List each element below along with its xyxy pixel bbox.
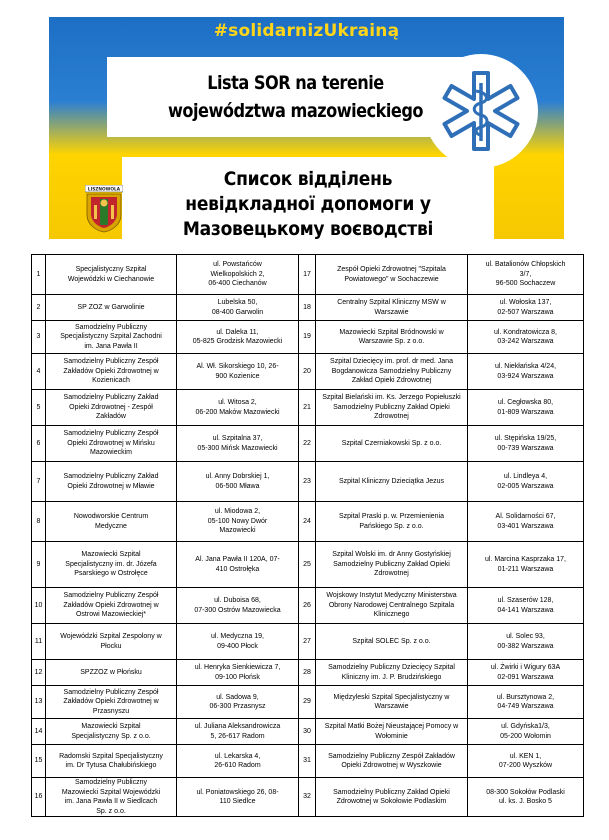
hospital-address-line: Al. Jana Pawła II 120A, 07- (195, 556, 280, 563)
hospital-number: 31 (299, 745, 316, 778)
hospital-name-cell (316, 462, 468, 502)
hospital-address-line: 96-500 Sochaczew (495, 280, 556, 288)
hospital-address-line: 04-141 Warszawa (497, 606, 554, 614)
hospital-address-cell (468, 321, 584, 354)
hospital-name-line: Ostrowi Mazowieckiej* (75, 611, 147, 619)
hospital-address-line: ul. Duboisa 68, (214, 597, 261, 604)
hospital-number: 17 (299, 255, 316, 295)
hospital-address-line: ul. Sadowa 9, (216, 693, 259, 701)
hospital-address-line: 06-500 Mława (215, 482, 260, 490)
hospital-address-cell (468, 542, 584, 588)
hospital-name-line: Samodzielny Publiczny Zespół (63, 592, 159, 600)
hospital-name-line: Samodzielny Publiczny (75, 779, 147, 786)
hospital-address-line: ul. Wołoska 137, (499, 299, 552, 306)
hospital-address-line: 09-100 Płońsk (215, 673, 260, 681)
hospital-address-line: ul. KEN 1, (509, 752, 542, 760)
hospital-number: 24 (299, 502, 316, 542)
hospital-address-line: 03-401 Warszawa (497, 522, 554, 530)
hospital-address-line: 00-739 Warszawa (497, 444, 554, 452)
hospital-name-line: Przasnyszu (92, 707, 130, 715)
hospital-address-line: ul. Szpitalna 37, (212, 435, 263, 442)
hospital-name-cell (316, 542, 468, 588)
table-row (32, 321, 584, 354)
hospital-name-line: Międzyleski Szpital Specjalistyczny w (333, 693, 450, 701)
hospital-name-line: Samodzielny Publiczny Zespół (63, 688, 159, 696)
hospital-name-cell (46, 542, 177, 588)
hospital-name-cell (46, 462, 177, 502)
hospital-name-line: Bogdanowicza Samodzielny Publiczny (331, 367, 452, 375)
hospital-number: 7 (32, 462, 46, 502)
hospital-name-line: Powiatowego" w Sochaczewie (344, 275, 439, 283)
hospital-address-line: ul. Daleka 11, (216, 328, 259, 336)
hospital-name-cell (316, 255, 468, 295)
sor-table (31, 254, 584, 817)
hospital-name-line: Szpital Kliniczny Dzieciątka Jezus (338, 477, 445, 485)
hospital-address-line: Wielkopolskich 2, (210, 270, 265, 278)
hospital-address-line: 05-100 Nowy Dwór (207, 517, 268, 525)
hospital-name-cell (316, 719, 468, 745)
hospital-address-cell (177, 542, 299, 588)
hospital-number: 4 (32, 354, 46, 390)
hospital-name-cell (46, 426, 177, 462)
hospital-number: 1 (32, 255, 46, 295)
hospital-address-line: 08-300 Sokołów Podlaski (486, 788, 565, 796)
hospital-name-line: Obrony Narodowej Centralnego Szpitala (328, 601, 455, 609)
table-row (32, 255, 584, 295)
hospital-name-cell (46, 686, 177, 719)
hospital-number: 3 (32, 321, 46, 354)
hospital-address-line: 07-300 Ostrów Mazowiecka (194, 606, 281, 614)
hospital-address-cell (177, 255, 299, 295)
table-row (32, 390, 584, 426)
hospital-name-cell (316, 321, 468, 354)
hospital-name-line: Mazowiecki Szpital Wojewódzki (61, 788, 161, 796)
hospital-address-cell (468, 295, 584, 321)
hospital-number: 15 (32, 745, 46, 778)
hospital-address-line: 00-382 Warszawa (497, 642, 554, 650)
hospital-name-line: Samodzielny Publiczny Zakład (63, 473, 159, 480)
hospital-address-line: 02-091 Warszawa (497, 673, 554, 681)
hospital-address-cell (177, 719, 299, 745)
hospital-name-line: Mazowiecki Szpital (81, 551, 141, 559)
hospital-name-cell (316, 745, 468, 778)
hospital-address-cell (468, 686, 584, 719)
hospital-name-cell (316, 778, 468, 817)
hospital-address-cell (468, 462, 584, 502)
hospital-address-line: 09-400 Płock (217, 642, 258, 650)
hospital-name-line: Specjalistyczny im. dr. Józefa (65, 560, 157, 568)
hospital-name-cell (46, 502, 177, 542)
hospital-name-line: Kliniczny im. J. P. Brudzińskiego (341, 673, 442, 681)
hospital-name-line: im. Jana Pawła II w Siedlcach (64, 798, 158, 805)
hospital-name-cell (316, 502, 468, 542)
table-row (32, 542, 584, 588)
hospital-name-line: Zakładów (96, 413, 126, 421)
hospital-address-cell (468, 354, 584, 390)
hospital-number: 16 (32, 778, 46, 817)
table-row (32, 778, 584, 817)
hospital-address-line: ul. Żwirki i Wigury 63A (490, 664, 561, 671)
hospital-address-cell (468, 255, 584, 295)
hospital-name-line: im. Dr Tytusa Chałubińskiego (65, 762, 157, 769)
hospital-address-line: Al. Solidarności 67, (495, 513, 556, 520)
title-polish-line-2: województwa mazowieckiego (168, 100, 423, 122)
title-polish-line-1: Lista SOR na terenie (207, 72, 384, 94)
hospital-number: 27 (299, 624, 316, 660)
hospital-name-line: Zakładów Opieki Zdrowotnej w (63, 698, 159, 706)
hospital-address-line: 05-300 Mińsk Mazowiecki (197, 444, 278, 452)
hospital-address-line: ul. Juliana Aleksandrowicza (194, 723, 281, 730)
hospital-address-line: 900 Kozienice (215, 372, 260, 380)
hospital-number: 10 (32, 588, 46, 624)
hospital-name-line: Zdrowotnej w Sokołowie Podlaskim (336, 798, 447, 805)
hospital-number: 6 (32, 426, 46, 462)
hospital-address-line: 01-211 Warszawa (497, 565, 554, 573)
hospital-number: 14 (32, 719, 46, 745)
hospital-address-line: ul. Solec 93, (506, 633, 545, 640)
table-row (32, 719, 584, 745)
hospital-number: 9 (32, 542, 46, 588)
title-ukrainian-line-1: Список відділень (223, 168, 393, 190)
hospital-name-line: Radomski Szpital Specjalistyczny (59, 752, 163, 760)
table-row (32, 462, 584, 502)
hospital-name-line: Opieki Zdrowotnej - Zespół (69, 403, 153, 411)
star-of-life-icon (427, 57, 535, 165)
hospital-address-line: 03-924 Warszawa (497, 372, 554, 380)
hospital-name-line: Płocku (100, 642, 122, 650)
hospital-name-line: Zakład Opieki Zdrowotnej (351, 377, 432, 385)
title-ukrainian-line-3: Мазовецькому воєводстві (182, 218, 434, 239)
hospital-number: 11 (32, 624, 46, 660)
hospital-name-line: SP ZOZ w Garwolinie (77, 303, 145, 311)
hospital-name-cell (316, 588, 468, 624)
hospital-name-line: Szpital Matki Bożej Nieustającej Pomocy w (324, 723, 459, 730)
hospital-name-line: im. Jana Pawła II (84, 342, 138, 350)
hospital-number: 5 (32, 390, 46, 426)
table-row (32, 295, 584, 321)
svg-text:LISZNOWOLA: LISZNOWOLA (87, 187, 121, 193)
hospital-name-cell (316, 295, 468, 321)
hospital-name-line: Mazowiecki Szpital (81, 723, 141, 730)
hospital-address-line: 3/7, (519, 270, 532, 278)
hospital-address-cell (177, 745, 299, 778)
hospital-address-cell (177, 390, 299, 426)
hospital-number: 29 (299, 686, 316, 719)
hospital-name-cell (316, 426, 468, 462)
hospital-number: 23 (299, 462, 316, 502)
hospital-address-line: ul. Cegłowska 80, (497, 399, 554, 406)
hospital-address-line: 410 Ostrołęka (215, 565, 260, 573)
hospital-address-line: 5, 26-617 Radom (210, 732, 265, 740)
hospital-name-cell (316, 390, 468, 426)
hospital-name-cell (46, 588, 177, 624)
hospital-number: 32 (299, 778, 316, 817)
hospital-name-line: Mazowiecki Szpital Bródnowski w (339, 328, 444, 336)
hospital-address-line: ul. Szaserów 128, (497, 597, 554, 604)
hospital-address-cell (177, 321, 299, 354)
hospital-address-cell (177, 624, 299, 660)
hospital-address-cell (177, 502, 299, 542)
hospital-address-cell (468, 660, 584, 686)
hospital-address-line: ul. Bursztynowa 2, (496, 693, 555, 701)
hospital-number: 2 (32, 295, 46, 321)
hospital-name-line: Zakładów Opieki Zdrowotnej w (63, 367, 159, 375)
hospital-address-cell (468, 426, 584, 462)
hospital-name-line: Sp. z o.o. (96, 807, 126, 815)
hospital-address-cell (468, 502, 584, 542)
hospital-address-line: ul. Henryka Sienkiewicza 7, (194, 664, 281, 671)
hospital-address-line: 26-610 Radom (214, 762, 261, 769)
hospital-name-line: Specjalistyczny Szpital Zachodni (60, 333, 162, 341)
hospital-address-line: ul. Lekarska 4, (214, 752, 261, 760)
hospital-name-line: Wojewódzki w Ciechanowie (67, 275, 155, 283)
table-row (32, 624, 584, 660)
hospital-name-line: Samodzielny Publiczny Zakład Opieki (333, 788, 450, 796)
hospital-number: 19 (299, 321, 316, 354)
hospital-name-line: Warszawie (374, 703, 409, 710)
hospital-address-cell (177, 354, 299, 390)
hospital-name-cell (316, 660, 468, 686)
hospital-address-line: ul. Marcina Kasprzaka 17, (485, 556, 566, 563)
hospital-number: 8 (32, 502, 46, 542)
hospital-name-line: Pańskiego Sp. z o.o. (359, 522, 424, 530)
hospital-name-line: Wojskowy Instytut Medyczny Ministerstwa (326, 592, 457, 600)
hospital-address-line: ul. Powstańców (213, 261, 262, 269)
hospital-address-line: ul. ks. J. Bosko 5 (499, 798, 552, 805)
hospital-name-line: Samodzielny Publiczny Dziecięcy Szpital (328, 664, 455, 671)
hospital-address-cell (468, 624, 584, 660)
hospital-name-line: Samodzielny Publiczny Zespół (63, 358, 159, 366)
hospital-address-cell (177, 462, 299, 502)
hospital-name-line: Zdrowotnej (374, 413, 409, 421)
hospital-address-cell (468, 588, 584, 624)
hospital-name-line: Szpital SOLEC Sp. z o.o. (352, 637, 431, 645)
hospital-name-line: Warszawie (374, 308, 409, 316)
hospital-name-line: Szpital Dziecięcy im. prof. dr med. Jana (330, 358, 453, 366)
hospital-number: 12 (32, 660, 46, 686)
hospital-address-cell (177, 778, 299, 817)
hospital-address-line: ul. Anny Dobrskiej 1, (205, 473, 270, 480)
hospital-name-line: Zakładów Opieki Zdrowotnej w (63, 601, 159, 609)
hospital-name-line: Samodzielny Publiczny Zespół Zakładów (328, 752, 455, 760)
hospital-name-line: Specjalistyczny Sp. z o.o. (71, 732, 151, 740)
hospital-name-line: Klinicznego (373, 611, 410, 619)
hospital-number: 21 (299, 390, 316, 426)
hospital-address-line: Lubelska 50, (217, 299, 258, 306)
hospital-address-line: ul. Lindleya 4, (503, 473, 548, 480)
hospital-name-line: Kozienicach (92, 377, 130, 385)
hospital-address-cell (468, 745, 584, 778)
hospital-address-line: 02-507 Warszawa (497, 308, 554, 316)
hospital-address-cell (177, 588, 299, 624)
hospital-name-line: Samodzielny Publiczny Zakład (63, 394, 159, 402)
hospital-address-line: ul. Stępińska 19/25, (494, 435, 557, 442)
hospital-number: 22 (299, 426, 316, 462)
municipality-crest-logo (85, 185, 123, 233)
hospital-name-line: Nowodworskie Centrum (73, 513, 149, 520)
hospital-address-line: 07-200 Wyszków (498, 762, 553, 769)
hospital-name-line: Samodzielny Publiczny Zakład Opieki (333, 403, 450, 411)
hospital-name-line: Opieki Zdrowotnej w Mińsku (67, 439, 155, 447)
hospital-name-line: Wojewódzki Szpital Zespolony w (60, 633, 162, 640)
hospital-address-line: 110 Siedlce (219, 798, 256, 805)
hospital-name-line: SPZZOZ w Płońsku (80, 668, 142, 676)
hospital-address-cell (177, 426, 299, 462)
hospital-name-cell (46, 719, 177, 745)
hospital-name-line: Szpital Bielański im. Ks. Jerzego Popiełuszki (322, 394, 461, 402)
table-row (32, 502, 584, 542)
hospital-name-line: Psarskiego w Ostrołęce (74, 570, 148, 578)
table-row (32, 686, 584, 719)
hospital-address-cell (468, 390, 584, 426)
hospital-address-line: ul. Kondratowicza 8, (493, 328, 558, 336)
hospital-number: 13 (32, 686, 46, 719)
hospital-name-line: Warszawie Sp. z o.o. (358, 338, 425, 345)
hospital-name-cell (46, 255, 177, 295)
hospital-address-line: 06-200 Maków Mazowiecki (195, 408, 280, 416)
hospital-address-line: 06-400 Ciechanów (208, 280, 267, 288)
hospital-name-cell (46, 660, 177, 686)
table-row (32, 660, 584, 686)
table-row (32, 588, 584, 624)
hospital-name-line: Mazowieckim (89, 449, 132, 457)
hospital-name-cell (46, 321, 177, 354)
hospital-address-line: 04-749 Warszawa (497, 703, 554, 710)
hospital-name-line: Samodzielny Publiczny Zakład Opieki (333, 560, 450, 568)
hospital-name-line: Szpital Czerniakowski Sp. z o.o. (341, 439, 442, 447)
hospital-name-line: Zespół Opieki Zdrowotnej "Szpitala (337, 266, 446, 273)
hospital-address-line: ul. Poniatowskiego 26, 08- (196, 788, 279, 796)
banner (49, 17, 564, 239)
hospital-name-line: Wołominie (375, 732, 408, 740)
hospital-name-line: Samodzielny Publiczny Zespół (63, 430, 159, 438)
hospital-address-line: 06-300 Przasnysz (209, 703, 266, 710)
hospital-name-line: Medyczne (95, 522, 127, 530)
hospital-address-cell (468, 719, 584, 745)
hospital-address-cell (177, 686, 299, 719)
hospital-name-line: Szpital Praski p. w. Przemienienia (338, 513, 445, 520)
hospital-name-cell (46, 778, 177, 817)
hospital-address-line: Mazowiecki (219, 527, 256, 535)
hospital-address-line: Al. Wł. Sikorskiego 10, 26- (196, 363, 279, 370)
hospital-number: 18 (299, 295, 316, 321)
hospital-address-line: ul. Niekłańska 4/24, (494, 363, 557, 370)
hospital-address-line: 08-400 Garwolin (211, 308, 264, 316)
hospital-address-line: 03-242 Warszawa (497, 338, 554, 345)
hospital-number: 28 (299, 660, 316, 686)
hospital-name-cell (46, 354, 177, 390)
hospital-name-cell (46, 295, 177, 321)
hospital-number: 25 (299, 542, 316, 588)
hospital-name-line: Centralny Szpital Kliniczny MSW w (337, 299, 446, 306)
hospital-address-cell (468, 778, 584, 817)
hospital-name-cell (316, 686, 468, 719)
hospital-number: 30 (299, 719, 316, 745)
title-ukrainian-line-2: невідкладної допомоги у (185, 193, 431, 215)
hospital-address-line: 01-809 Warszawa (497, 408, 554, 416)
table-row (32, 745, 584, 778)
hospital-name-line: Opieki Zdrowotnej w Wyszkowie (341, 762, 442, 769)
hospital-number: 26 (299, 588, 316, 624)
title-ukrainian-box (122, 157, 494, 239)
hospital-name-line: Szpital Wolski im. dr Anny Gostyńskiej (332, 551, 451, 559)
hospital-address-cell (177, 660, 299, 686)
hospital-name-cell (46, 390, 177, 426)
hospital-name-cell (316, 354, 468, 390)
hospital-address-line: ul. Witosa 2, (218, 399, 257, 406)
table-row (32, 426, 584, 462)
hospital-name-cell (46, 624, 177, 660)
hospital-name-line: Specjalistyczny Szpital (75, 266, 147, 273)
hospital-address-line: ul. Medyczna 19, (211, 633, 264, 640)
hospital-number: 20 (299, 354, 316, 390)
hospital-address-line: ul. Batalionów Chłopskich (485, 261, 566, 269)
hospital-address-line: ul. Gdyńska1/3, (501, 723, 550, 730)
hospital-address-cell (177, 295, 299, 321)
hospital-name-line: Zdrowotnej (374, 570, 409, 578)
star-of-life-badge (427, 57, 535, 165)
hashtag: #solidarnizUkrainą (213, 21, 400, 41)
hospital-address-line: ul. Miodowa 2, (214, 508, 261, 516)
table-row (32, 354, 584, 390)
hospital-address-line: 05-825 Grodzisk Mazowiecki (192, 338, 283, 345)
hospital-name-line: Samodzielny Publiczny (75, 323, 147, 331)
hospital-address-line: 02-005 Warszawa (497, 482, 554, 490)
sor-table-body (32, 255, 584, 817)
hospital-name-cell (46, 745, 177, 778)
hospital-address-line: 05-200 Wołomin (500, 732, 551, 740)
hospital-name-cell (316, 624, 468, 660)
hospital-name-line: Opieki Zdrowotnej w Mławie (67, 482, 155, 490)
